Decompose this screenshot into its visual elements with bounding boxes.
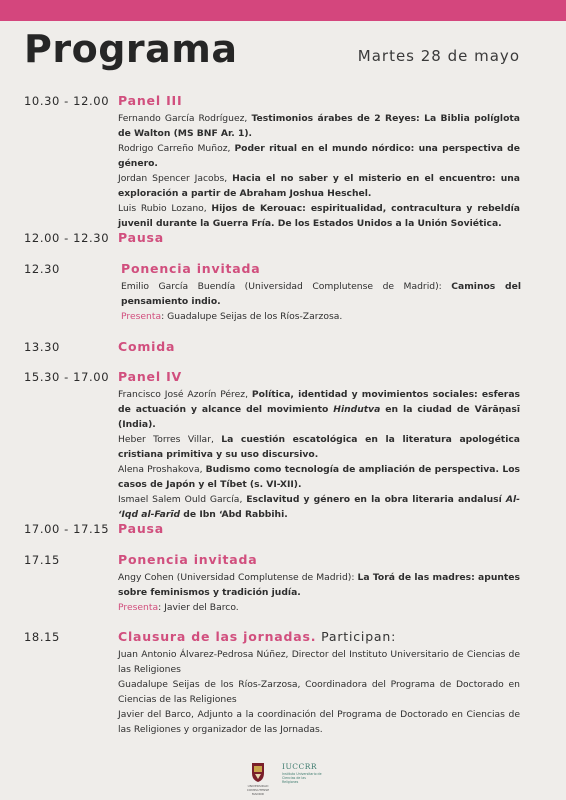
session-heading: Panel III [118,93,183,108]
speaker-name: Emilio García Buendía (Universidad Complutense de Madrid): [121,281,452,292]
session-time: 12.00 - 12.30 [24,231,110,245]
list-item: Juan Antonio Álvarez-Pedrosa Núñez, Director del Instituto Universitario de Ciencias de las Religiones [118,649,520,675]
session-time: 12.30 [24,262,60,276]
author-name: Ismael Salem Ould García, [118,494,247,505]
list-item [118,570,520,600]
talk-title: Testimonios árabes de 2 Reyes: La Biblia políglota de Walton (MS BNF Ar. 1). [118,113,520,139]
talk-title-end: en la ciudad de Vārāṇasī (India). [118,404,521,430]
author-name: Luis Rubio Lozano, [118,203,212,214]
talk-title: Budismo como tecnología de ampliación de perspectiva. Los casos de Japón y el Tíbet (s. VI-XII). [118,464,521,490]
session-time: 13.30 [24,340,60,354]
talk-title: La Torá de las madres: apuntes sobre feminismos y tradición judía. [118,572,521,598]
talk-title: Hacia el no saber y el misterio en el encuentro: una exploración a partir de Abraham Joshua Heschel. [118,173,520,199]
author-name: Francisco José Azorín Pérez, [118,389,252,400]
presenta-label: Presenta [121,311,162,322]
footer-logos [0,760,566,796]
list-item [121,279,521,309]
presenta-label: Presenta [118,602,159,613]
presenter-line [121,309,521,324]
talk-title: Esclavitud y género en la obra literaria andalusí [246,494,506,505]
page-title: Programa [24,27,238,71]
list-item: Javier del Barco, Adjunto a la coordinación del Programa de Doctorado en Ciencias de las Religiones y organizador de las Jornadas. [118,709,520,735]
iuccrr-logo: IUCCRR [282,762,318,771]
session-heading [118,629,396,644]
author-name: Heber Torres Villar, [118,434,222,445]
presenter-name: : Javier del Barco. [158,602,239,613]
list-item [118,111,520,141]
heading-main: Clausura de las jornadas. [118,629,317,644]
author-name: Jordan Spencer Jacobs, [118,173,233,184]
ucm-logo-text: UNIVERSIDAD COMPLUTENSE MADRID [246,784,270,796]
session-body [118,647,520,737]
session-body [121,279,521,324]
list-item [118,492,520,522]
list-item [118,201,520,231]
list-item [118,387,520,432]
top-accent-bar [0,0,566,21]
session-body [118,111,520,231]
author-name: Alena Proshakova, [118,464,206,475]
talk-title-italic: Al-ʻIqd al-Farīd [118,494,520,520]
session-heading: Panel IV [118,369,182,384]
iuccrr-logo-subtitle: Instituto Universitario de Ciencias de las Religiones [282,772,322,784]
list-item [118,141,520,171]
ucm-crest-icon [246,760,270,784]
session-time: 15.30 - 17.00 [24,370,110,384]
presenter-line [118,600,520,615]
list-item [118,171,520,201]
heading-extra: Participan: [316,629,397,644]
talk-title: Hijos de Kerouac: espiritualidad, contracultura y rebeldía juvenil durante la Guerra Fría. De los Estados Unidos a la Unión Soviética. [118,203,520,229]
author-name: Rodrigo Carreño Muñoz, [118,143,235,154]
talk-title: Caminos del pensamiento indio. [121,281,521,307]
session-time: 17.15 [24,553,60,567]
session-heading: Pausa [118,230,165,245]
list-item: Guadalupe Seijas de los Ríos-Zarzosa, Coordinadora del Programa de Doctorado en Ciencias de las Religiones [118,679,520,705]
author-name: Fernando García Rodríguez, [118,113,252,124]
talk-title-italic: Hindutva [333,404,381,415]
event-date: Martes 28 de mayo [357,47,520,65]
talk-title-end: de Ibn ʻAbd Rabbihi. [180,509,288,520]
session-heading: Ponencia invitada [118,552,258,567]
session-heading: Ponencia invitada [121,261,261,276]
session-time: 10.30 - 12.00 [24,94,110,108]
session-heading: Pausa [118,521,165,536]
session-time: 17.00 - 17.15 [24,522,110,536]
speaker-name: Angy Cohen (Universidad Complutense de Madrid): [118,572,358,583]
session-time: 18.15 [24,630,60,644]
list-item [118,432,520,462]
talk-title: Poder ritual en el mundo nórdico: una perspectiva de género. [118,143,520,169]
session-body [118,570,520,615]
presenter-name: : Guadalupe Seijas de los Ríos-Zarzosa. [161,311,343,322]
talk-title: Política, identidad y movimientos sociales: esferas de actuación y alcance del movimiento [118,389,520,415]
list-item [118,462,520,492]
talk-title: La cuestión escatológica en la literatura apologética cristiana primitiva y su uso discursivo. [118,434,520,460]
session-heading: Comida [118,339,176,354]
session-body [118,387,520,522]
